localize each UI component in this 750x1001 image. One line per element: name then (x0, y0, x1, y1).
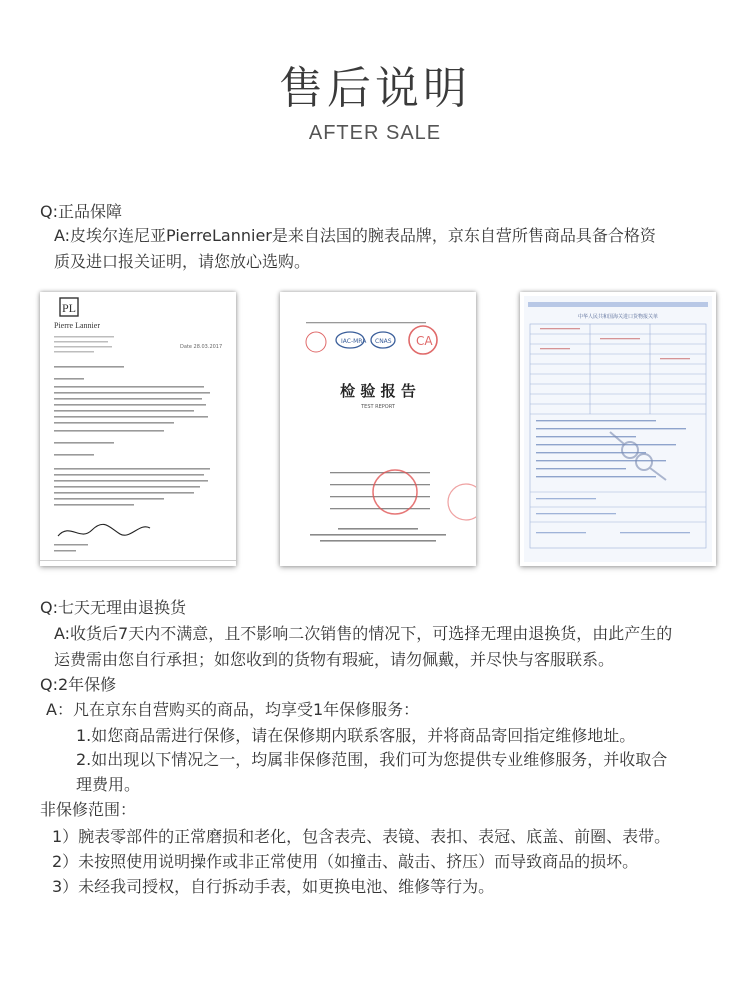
report-subtitle: TEST REPORT (361, 404, 395, 410)
inspection-report (280, 292, 476, 566)
letter-date: Date 28.03.2017 (180, 344, 223, 350)
return-answer-line2: 运费需由您自行承担；如您收到的货物有瑕疵，请勿佩戴，并尽快与客服联系。 (54, 650, 615, 669)
signature-icon (58, 524, 150, 536)
return-question: Q:七天无理由退换货 (40, 598, 186, 617)
customs-declaration (520, 292, 716, 566)
svg-text:CNAS: CNAS (375, 338, 392, 345)
svg-text:CA: CA (416, 334, 433, 348)
warranty-item-2-line2: 理费用。 (76, 775, 141, 794)
svg-text:PL: PL (62, 301, 77, 315)
warranty-item-1: 1.如您商品需进行保修，请在保修期内联系客服，并将商品寄回指定维修地址。 (76, 726, 636, 745)
cnas-logo-icon (371, 332, 395, 348)
brand-authorization-letter (40, 292, 236, 566)
non-warranty-item-2: 2）未按照使用说明操作或非正常使用（如撞击、敲击、挤压）而导致商品的损坏。 (52, 852, 639, 871)
non-warranty-item-3: 3）未经我司授权，自行拆动手表，如更换电池、维修等行为。 (52, 877, 495, 896)
non-warranty-item-1: 1）腕表零部件的正常磨损和老化，包含表壳、表镜、表扣、表冠、底盖、前圈、表带。 (52, 827, 671, 846)
pierre-lannier-logo-icon (60, 298, 78, 316)
warranty-item-2-line1: 2.如出现以下情况之一，均属非保修范围，我们可为您提供专业维修服务，并收取合 (76, 750, 668, 769)
warranty-question: Q:2年保修 (40, 675, 117, 694)
genuine-question: Q:正品保障 (40, 202, 122, 221)
genuine-answer-line1: A:皮埃尔连尼亚PierreLannier是来自法国的腕表品牌，京东自营所售商品具备合格资 (54, 226, 656, 245)
customs-title: 中华人民共和国海关进口货物报关单 (577, 314, 659, 320)
svg-text:IAC-MRA: IAC-MRA (341, 338, 367, 345)
letter-brand: Pierre Lannier (54, 321, 100, 330)
warranty-answer: A：凡在京东自营购买的商品，均享受1年保修服务： (46, 700, 420, 719)
official-seal-icon (373, 470, 417, 514)
page-subtitle: AFTER SALE (308, 122, 442, 144)
non-warranty-title: 非保修范围： (40, 800, 137, 819)
ilac-mra-logo-icon (336, 332, 367, 348)
genuine-answer-line2: 质及进口报关证明，请您放心选购。 (54, 252, 311, 271)
page-title: 售后说明 (279, 63, 471, 114)
report-title: 检 验 报 告 (340, 382, 416, 400)
return-answer-line1: A:收货后7天内不满意，且不影响二次销售的情况下，可选择无理由退换货，由此产生的 (54, 624, 673, 643)
